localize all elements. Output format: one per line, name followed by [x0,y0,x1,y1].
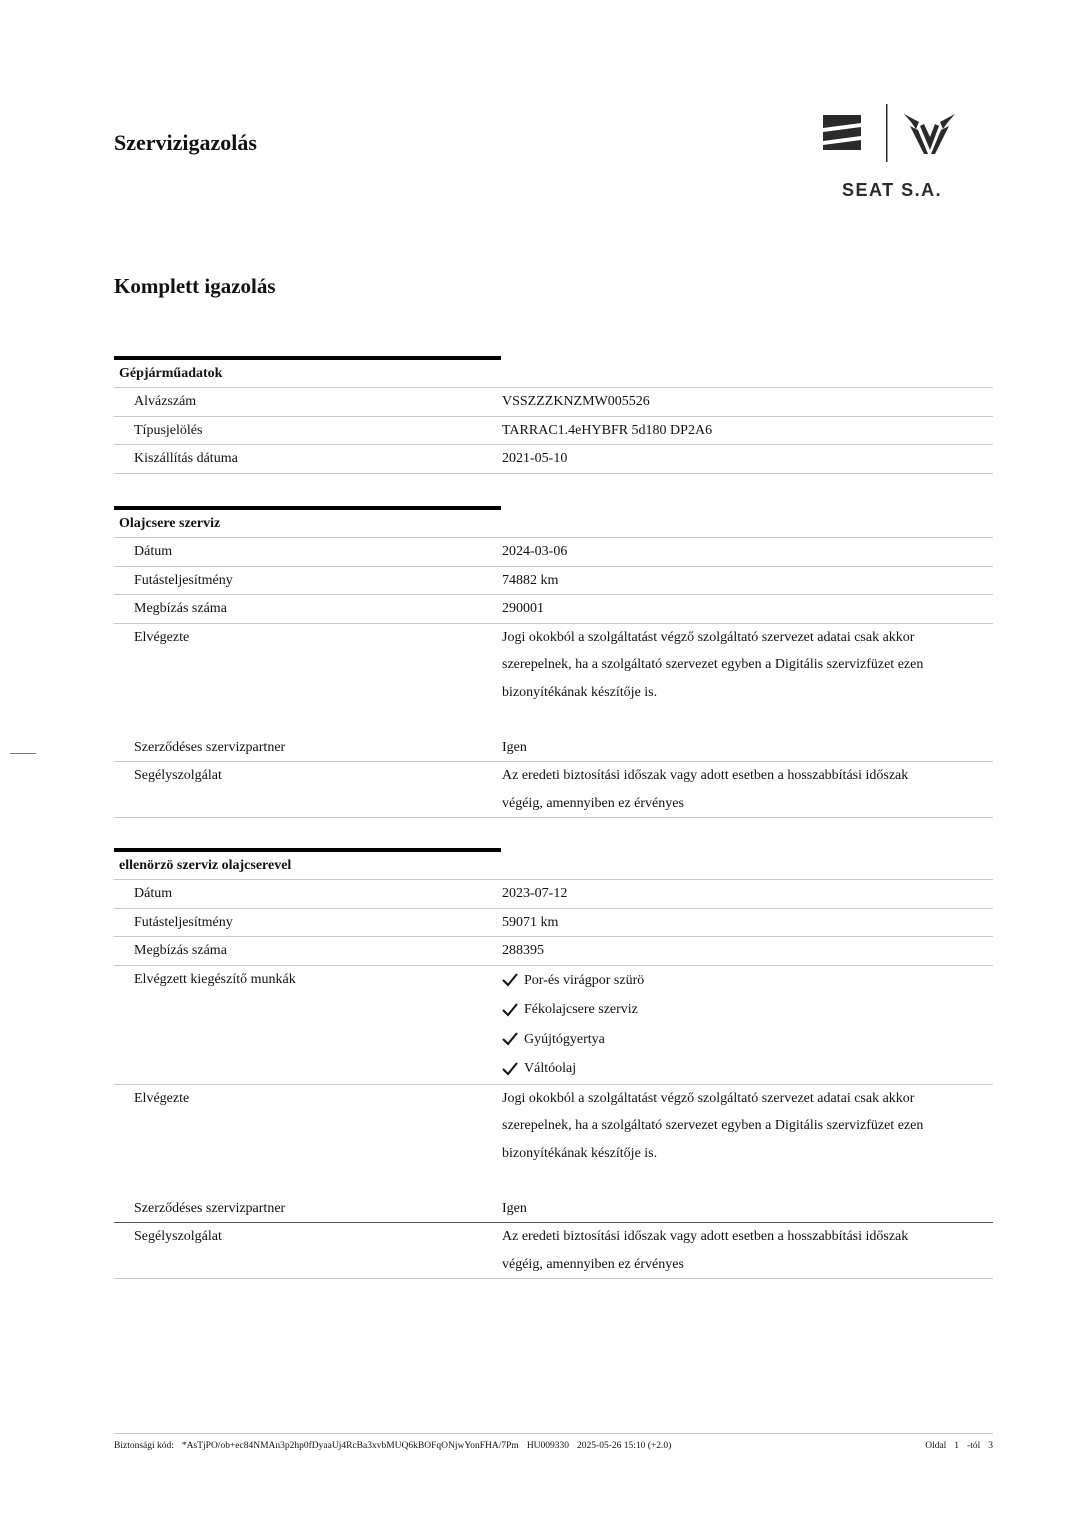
partner-value: Igen [502,1200,527,1216]
list-item [502,1025,993,1055]
partner-value: Igen [502,739,527,755]
row-label: Megbízás száma [134,601,227,616]
page-footer [114,1433,993,1451]
row-label: Szerződéses szervizpartner [134,1200,286,1216]
row-label: Szerződéses szervizpartner [134,739,286,755]
text-line: szerepelnek, ha a szolgáltató szervezet egyben a Digitális szervizfüzet ezen [502,657,924,672]
row-label: Futásteljesítmény [134,914,233,930]
text-line: Jogi okokból a szolgáltatást végző szolgáltató szervezet adatai csak akkor [502,629,915,645]
page-total: 3 [988,1441,993,1451]
performed-by-value [502,1085,993,1195]
order-number-value: 288395 [502,943,544,958]
spacer [502,706,993,734]
text-line: szerepelnek, ha a szolgáltató szervezet egyben a Digitális szervizfüzet ezen [502,1118,924,1133]
row-label: Segélyszolgálat [134,1229,222,1244]
row-label: Alvázszám [134,394,197,409]
delivery-date-value: 2021-05-10 [502,451,568,466]
page-label: Oldal [925,1441,947,1451]
section-heading: Gépjárműadatok [114,360,993,388]
seat-cupra-logo [818,100,958,210]
document-subtitle: Komplett igazolás [114,274,276,298]
row-label: Futásteljesítmény [134,572,233,588]
checkmark-icon [502,1062,518,1076]
mileage-value: 74882 km [502,572,559,588]
table-row [114,1223,993,1279]
table-row [114,595,993,624]
list-item [502,1054,993,1084]
checkmark-icon [502,973,518,987]
vehicle-data-section [114,356,993,474]
extra-work-list [502,966,993,1084]
row-label: Elvégzett kiegészítő munkák [134,971,296,987]
row-label: Kiszállítás dátuma [134,451,238,466]
text-line: Jogi okokból a szolgáltatást végző szolgáltató szervezet adatai csak akkor [502,1090,915,1106]
order-number-value: 290001 [502,601,544,616]
list-item [502,995,993,1025]
text-line: végéig, amennyiben ez érvényes [502,1256,684,1272]
mileage-value: 59071 km [502,914,559,930]
table-row [114,417,993,446]
security-info [114,1441,671,1451]
table-row [114,388,993,417]
margin-mark [10,753,36,754]
row-label: Típusjelölés [134,422,203,438]
security-code-label: Biztonsági kód: [114,1441,174,1451]
vin-value: VSSZZZKNZMW005526 [502,394,650,409]
extra-work-label: Váltóolaj [524,1061,577,1076]
row-label: Dátum [134,886,173,901]
assistance-value [502,762,993,817]
table-row [114,762,993,818]
section-heading: ellenörzö szerviz olajcserevel [114,852,993,880]
date-value: 2023-07-12 [502,886,568,901]
table-row [114,567,993,596]
text-line: végéig, amennyiben ez érvényes [502,795,684,811]
model-value: TARRAC1.4eHYBFR 5d180 DP2A6 [502,422,713,438]
table-row [114,880,993,909]
section-heading: Olajcsere szerviz [114,510,993,538]
text-line: Az eredeti biztosítási időszak vagy adott esetben a hosszabbítási időszak [502,768,909,783]
table-row [114,624,993,734]
checkmark-icon [502,1032,518,1046]
timestamp: 2025-05-26 15:10 (+2.0) [577,1441,672,1451]
row-label: Elvégezte [134,629,190,645]
table-row [114,538,993,567]
text-line: Az eredeti biztosítási időszak vagy adott esetben a hosszabbítási időszak [502,1229,909,1244]
table-row [114,937,993,966]
extra-work-label: Fékolajcsere szerviz [524,1002,638,1017]
spacer [502,1167,993,1195]
document-id: HU009330 [526,1441,570,1451]
table-row [114,909,993,938]
page-of-label: -tól [967,1441,981,1451]
page-number [925,1441,993,1451]
logo-text: SEAT S.A. [842,180,943,200]
table-row [114,734,993,763]
checkmark-icon [502,1003,518,1017]
page-title: Szervizigazolás [114,130,257,155]
row-label: Megbízás száma [134,943,227,958]
table-row [114,1085,993,1195]
list-item [502,966,993,996]
page-current: 1 [954,1441,960,1451]
assistance-value [502,1223,993,1278]
extra-work-label: Por-és virágpor szürö [524,972,645,988]
seat-cupra-logo-icon [818,100,958,170]
text-line: bizonyítékának készítője is. [502,1145,658,1161]
row-label: Dátum [134,544,173,559]
row-label: Segélyszolgálat [134,768,222,783]
row-label: Elvégezte [134,1090,190,1106]
table-row [114,445,993,474]
date-value: 2024-03-06 [502,544,568,559]
extra-work-label: Gyújtógyertya [524,1031,605,1047]
security-code: *AsTjPO/ob+ec84NMAn3p2hp0fDyaaUj4RcBa3xvbMUQ6kBOFqONjwYonFHA/7Pm [181,1441,519,1451]
oil-service-section [114,506,993,818]
inspection-service-section [114,848,993,1279]
text-line: bizonyítékának készítője is. [502,684,658,700]
table-row [114,1195,993,1224]
table-row [114,966,993,1085]
performed-by-value [502,624,993,734]
